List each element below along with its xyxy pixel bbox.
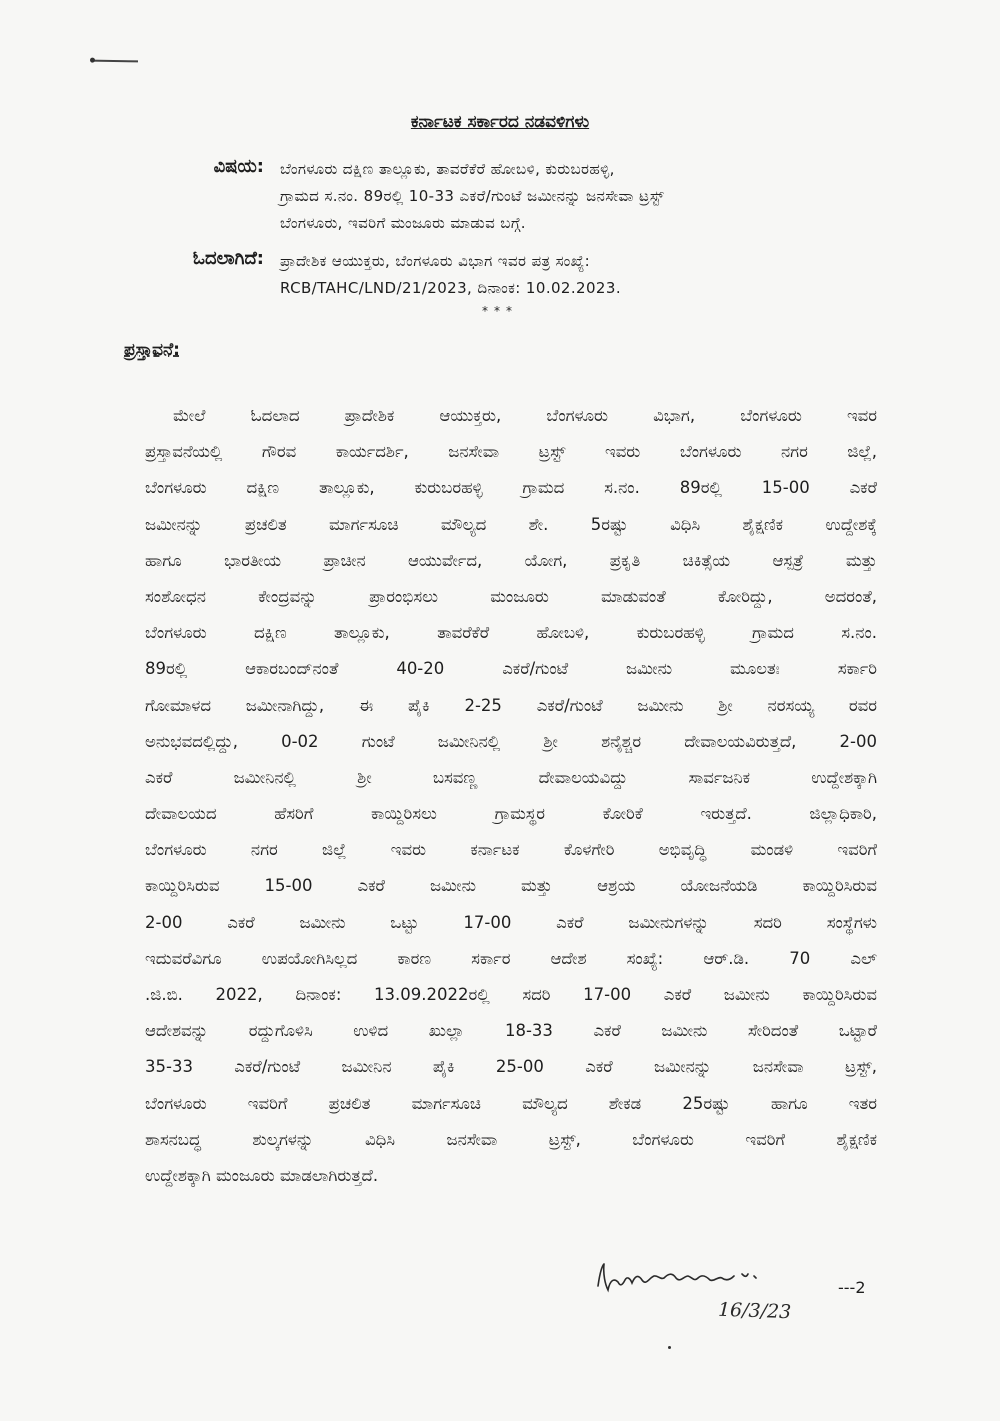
document-title: ಕರ್ನಾಟಕ ಸರ್ಕಾರದ ನಡವಳಿಗಳು <box>410 112 590 132</box>
paragraph-line: ಬೆಂಗಳೂರು ದಕ್ಷಿಣ ತಾಲ್ಲೂಕು, ಕುರುಬರಹಳ್ಳಿ ಗ್ರಾಮದ ಸ.ನಂ. 89ರಲ್ಲಿ 15-00 ಎಕರೆ <box>145 478 877 498</box>
paragraph-line: ಮೇಲೆ ಓದಲಾದ ಪ್ರಾದೇಶಿಕ ಆಯುಕ್ತರು, ಬೆಂಗಳೂರು ವಿಭಾಗ, ಬೆಂಗಳೂರು ಇವರ <box>173 406 877 425</box>
paragraph-line: ಬೆಂಗಳೂರು ಇವರಿಗೆ ಪ್ರಚಲಿತ ಮಾರ್ಗಸೂಚಿ ಮೌಲ್ಯದ ಶೇಕಡ 25ರಷ್ಟು ಹಾಗೂ ಇತರ <box>145 1093 877 1113</box>
reference-line: RCB/TAHC/LND/21/2023, ದಿನಾಂಕ: 10.02.2023. <box>280 279 621 297</box>
paragraph-line: ದೇವಾಲಯದ ಹೆಸರಿಗೆ ಕಾಯ್ದಿರಿಸಲು ಗ್ರಾಮಸ್ಥರ ಕೋರಿಕೆ ಇರುತ್ತದೆ. ಜಿಲ್ಲಾಧಿಕಾರಿ, <box>145 804 877 824</box>
paragraph-line: ಅನುಭವದಲ್ಲಿದ್ದು, 0-02 ಗುಂಟೆ ಜಮೀನಿನಲ್ಲಿ ಶ್ರೀ ಶನೈಶ್ಚರ ದೇವಾಲಯವಿರುತ್ತದೆ, 2-00 <box>145 731 877 751</box>
separator: *** <box>482 304 518 318</box>
paragraph-line: 35-33 ಎಕರೆ/ಗುಂಟೆ ಜಮೀನಿನ ಪೈಕಿ 25-00 ಎಕರೆ ಜಮೀನನ್ನು ಜನಸೇವಾ ಟ್ರಸ್ಟ್, <box>145 1057 877 1077</box>
paragraph-line: ಗೋಮಾಳದ ಜಮೀನಾಗಿದ್ದು, ಈ ಪೈಕಿ 2-25 ಎಕರೆ/ಗುಂಟೆ ಜಮೀನು ಶ್ರೀ ನರಸಯ್ಯ ರವರ <box>145 695 877 715</box>
paragraph-line: ಇದುವರೆವಿಗೂ ಉಪಯೋಗಿಸಿಲ್ಲದ ಕಾರಣ ಸರ್ಕಾರ ಆದೇಶ ಸಂಖ್ಯೆ: ಆರ್.ಡಿ. 70 ಎಲ್ <box>145 948 877 968</box>
pen-mark <box>92 60 138 63</box>
paragraph-line: 89ರಲ್ಲಿ ಆಕಾರಬಂದ್‌ನಂತೆ 40-20 ಎಕರೆ/ಗುಂಟೆ ಜಮೀನು ಮೂಲತಃ ಸರ್ಕಾರಿ <box>145 659 877 679</box>
paragraph-line: ಶಾಸನಬದ್ಧ ಶುಲ್ಕಗಳನ್ನು ವಿಧಿಸಿ ಜನಸೇವಾ ಟ್ರಸ್ಟ್, ಬೆಂಗಳೂರು ಇವರಿಗೆ ಶೈಕ್ಷಣಿಕ <box>145 1129 877 1149</box>
paragraph-line: ಎಕರೆ ಜಮೀನಿನಲ್ಲಿ ಶ್ರೀ ಬಸವಣ್ಣ ದೇವಾಲಯವಿದ್ದು ಸಾರ್ವಜನಿಕ ಉದ್ದೇಶಕ್ಕಾಗಿ <box>145 767 877 787</box>
paragraph-line: ಬೆಂಗಳೂರು ನಗರ ಜಿಲ್ಲೆ ಇವರು ಕರ್ನಾಟಕ ಕೊಳಗೇರಿ ಅಭಿವೃದ್ಧಿ ಮಂಡಳಿ ಇವರಿಗೆ <box>145 840 877 860</box>
subject-line: ಗ್ರಾಮದ ಸ.ನಂ. 89ರಲ್ಲಿ 10-33 ಎಕರೆ/ಗುಂಟೆ ಜಮೀನನ್ನು ಜನಸೇವಾ ಟ್ರಸ್ಟ್ <box>280 187 665 205</box>
preamble-heading: ಪ್ರಸ್ತಾವನೆ: <box>124 340 180 360</box>
paragraph-line: ಸಂಶೋಧನ ಕೇಂದ್ರವನ್ನು ಪ್ರಾರಂಭಿಸಲು ಮಂಜೂರು ಮಾಡುವಂತೆ ಕೋರಿದ್ದು, ಅದರಂತೆ, <box>145 586 877 606</box>
handwritten-signature <box>592 1256 782 1300</box>
subject-line: ಬೆಂಗಳೂರು ದಕ್ಷಿಣ ತಾಲ್ಲೂಕು, ತಾವರೆಕೆರೆ ಹೋಬಳಿ, ಕುರುಬರಹಳ್ಳಿ, <box>280 160 615 178</box>
subject-label: ವಿಷಯ: <box>213 156 264 177</box>
subject-text <box>280 156 850 237</box>
preamble-paragraph <box>145 398 877 1194</box>
reference-text <box>280 248 850 302</box>
paragraph-line: 2-00 ಎಕರೆ ಜಮೀನು ಒಟ್ಟು 17-00 ಎಕರೆ ಜಮೀನುಗಳನ್ನು ಸದರಿ ಸಂಸ್ಥೆಗಳು <box>145 912 877 932</box>
paragraph-line: ಆದೇಶವನ್ನು ರದ್ದುಗೊಳಿಸಿ ಉಳಿದ ಖುಲ್ಲಾ 18-33 ಎಕರೆ ಜಮೀನು ಸೇರಿದಂತೆ ಒಟ್ಟಾರೆ <box>145 1021 877 1041</box>
ink-dot <box>668 1346 671 1349</box>
paragraph-line: ಬೆಂಗಳೂರು ದಕ್ಷಿಣ ತಾಲ್ಲೂಕು, ತಾವರೆಕೆರೆ ಹೋಬಳಿ, ಕುರುಬರಹಳ್ಳಿ ಗ್ರಾಮದ ಸ.ನಂ. <box>145 623 877 643</box>
paragraph-line: .ಜಿ.ಬಿ. 2022, ದಿನಾಂಕ: 13.09.2022ರಲ್ಲಿ ಸದರಿ 17-00 ಎಕರೆ ಜಮೀನು ಕಾಯ್ದಿರಿಸಿರುವ <box>145 985 877 1004</box>
subject-line: ಬೆಂಗಳೂರು, ಇವರಿಗೆ ಮಂಜೂರು ಮಾಡುವ ಬಗ್ಗೆ. <box>280 214 526 232</box>
page-continuation: ---2 <box>838 1278 866 1297</box>
paragraph-line: ಹಾಗೂ ಭಾರತೀಯ ಪ್ರಾಚೀನ ಆಯುರ್ವೇದ, ಯೋಗ, ಪ್ರಕೃತಿ ಚಿಕಿತ್ಸೆಯ ಆಸ್ಪತ್ರೆ ಮತ್ತು <box>145 550 877 570</box>
reference-line: ಪ್ರಾದೇಶಿಕ ಆಯುಕ್ತರು, ಬೆಂಗಳೂರು ವಿಭಾಗ ಇವರ ಪತ್ರ ಸಂಖ್ಯೆ: <box>280 252 591 270</box>
paragraph-line: ಕಾಯ್ದಿರಿಸಿರುವ 15-00 ಎಕರೆ ಜಮೀನು ಮತ್ತು ಆಶ್ರಯ ಯೋಜನೆಯಡಿ ಕಾಯ್ದಿರಿಸಿರುವ <box>145 876 877 896</box>
paragraph-line: ಪ್ರಸ್ತಾವನೆಯಲ್ಲಿ ಗೌರವ ಕಾರ್ಯದರ್ಶಿ, ಜನಸೇವಾ ಟ್ರಸ್ಟ್ ಇವರು ಬೆಂಗಳೂರು ನಗರ ಜಿಲ್ಲೆ, <box>145 442 877 462</box>
signature-date: 16/3/23 <box>717 1298 792 1324</box>
paragraph-line: ಉದ್ದೇಶಕ್ಕಾಗಿ ಮಂಜೂರು ಮಾಡಲಾಗಿರುತ್ತದೆ. <box>145 1165 379 1185</box>
paragraph-line: ಜಮೀನನ್ನು ಪ್ರಚಲಿತ ಮಾರ್ಗಸೂಚಿ ಮೌಲ್ಯದ ಶೇ. 5ರಷ್ಟು ವಿಧಿಸಿ ಶೈಕ್ಷಣಿಕ ಉದ್ದೇಶಕ್ಕೆ <box>145 514 877 534</box>
reference-label: ಓದಲಾಗಿದೆ: <box>192 248 264 269</box>
